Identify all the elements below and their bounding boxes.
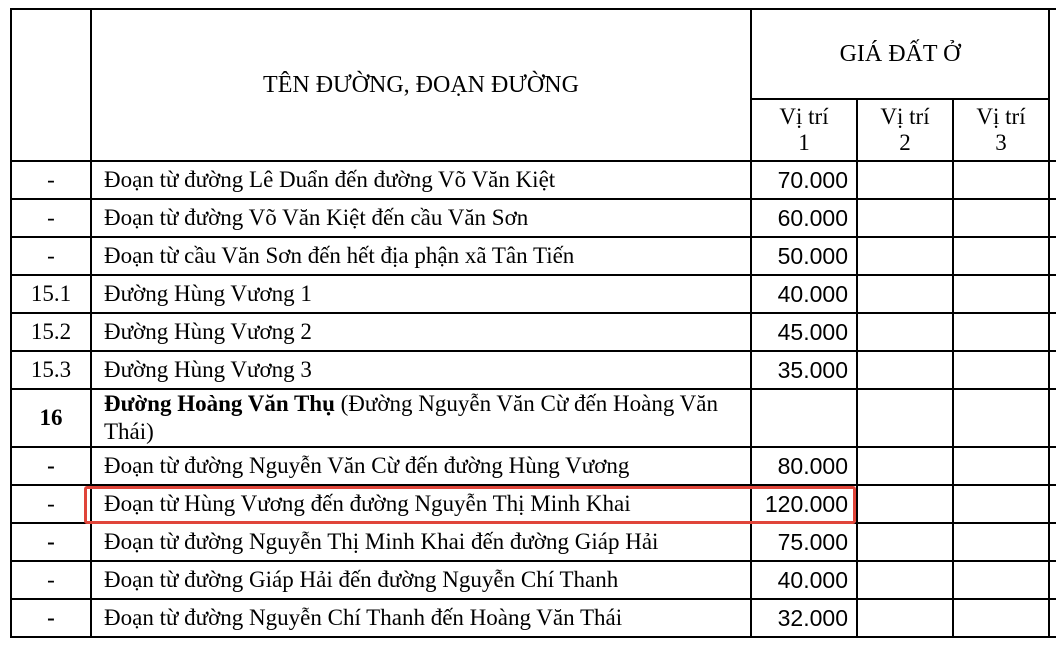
row-extra — [1049, 161, 1056, 199]
table-row — [11, 561, 1056, 599]
row-position-1-price: 80.000 — [751, 447, 857, 485]
row-position-3-price — [953, 313, 1049, 351]
header-position-2-number: 2 — [899, 130, 911, 155]
row-position-1-price: 40.000 — [751, 561, 857, 599]
header-position-3-number: 3 — [995, 130, 1007, 155]
row-road-name: Đường Hùng Vương 2 — [91, 313, 751, 351]
row-stt: - — [11, 523, 91, 561]
row-road-name: Đoạn từ đường Nguyễn Văn Cừ đến đường Hùng Vương — [91, 447, 751, 485]
row-stt: - — [11, 485, 91, 523]
row-extra — [1049, 237, 1056, 275]
row-stt: - — [11, 161, 91, 199]
row-position-1-price: 70.000 — [751, 161, 857, 199]
row-stt: 15.1 — [11, 275, 91, 313]
row-position-2-price — [857, 237, 953, 275]
table-row — [11, 447, 1056, 485]
row-position-1-price: 35.000 — [751, 351, 857, 389]
table-row-section — [11, 389, 1056, 447]
row-position-2-price — [857, 485, 953, 523]
row-stt: 15.2 — [11, 313, 91, 351]
row-position-2-price — [857, 599, 953, 637]
row-position-3-price — [953, 523, 1049, 561]
row-position-3-price — [953, 485, 1049, 523]
header-road-name-text: TÊN ĐƯỜNG, ĐOẠN ĐƯỜNG — [263, 71, 579, 98]
row-position-3-price — [953, 599, 1049, 637]
row-extra — [1049, 523, 1056, 561]
row-position-1-price: 45.000 — [751, 313, 857, 351]
row-position-1-price: 60.000 — [751, 199, 857, 237]
row-position-3-price — [953, 161, 1049, 199]
header-position-2 — [857, 99, 953, 161]
row-position-2-price — [857, 313, 953, 351]
header-road-name — [91, 9, 751, 161]
row-position-1-price: 32.000 — [751, 599, 857, 637]
row-extra — [1049, 389, 1056, 447]
row-stt: 15.3 — [11, 351, 91, 389]
table-row — [11, 237, 1056, 275]
header-position-3-label: Vị trí — [976, 104, 1026, 129]
row-position-3-price — [953, 237, 1049, 275]
row-road-name — [91, 389, 751, 447]
row-road-name: Đoạn từ đường Giáp Hải đến đường Nguyễn Chí Thanh — [91, 561, 751, 599]
row-position-3-price — [953, 447, 1049, 485]
row-road-name: Đoạn từ đường Nguyễn Thị Minh Khai đến đường Giáp Hải — [91, 523, 751, 561]
header-position-1-label: Vị trí — [779, 104, 829, 129]
table-row — [11, 599, 1056, 637]
row-stt: 16 — [11, 389, 91, 447]
row-extra — [1049, 351, 1056, 389]
row-position-2-price — [857, 561, 953, 599]
section-road-description: (Đường Nguyễn Văn Cừ đến Hoàng Văn Thái) — [104, 391, 718, 444]
row-stt: - — [11, 237, 91, 275]
header-position-1-number: 1 — [798, 130, 810, 155]
row-road-name: Đoạn từ Hùng Vương đến đường Nguyễn Thị Minh Khai — [91, 485, 751, 523]
table-row — [11, 313, 1056, 351]
header-position-2-label: Vị trí — [880, 104, 930, 129]
row-position-2-price — [857, 351, 953, 389]
row-extra — [1049, 199, 1056, 237]
row-position-2-price — [857, 161, 953, 199]
row-extra — [1049, 599, 1056, 637]
row-position-1-price: 40.000 — [751, 275, 857, 313]
row-road-name: Đoạn từ đường Lê Duẩn đến đường Võ Văn Kiệt — [91, 161, 751, 199]
row-position-2-price — [857, 389, 953, 447]
section-road-name: Đường Hoàng Văn Thụ — [104, 391, 335, 416]
row-road-name: Đoạn từ cầu Văn Sơn đến hết địa phận xã Tân Tiến — [91, 237, 751, 275]
header-land-price-text: GIÁ ĐẤT Ở — [839, 40, 961, 67]
row-position-3-price — [953, 351, 1049, 389]
row-position-1-price: 75.000 — [751, 523, 857, 561]
row-stt: - — [11, 561, 91, 599]
row-position-3-price — [953, 199, 1049, 237]
row-position-3-price — [953, 389, 1049, 447]
header-position-3 — [953, 99, 1049, 161]
row-position-2-price — [857, 199, 953, 237]
row-extra — [1049, 485, 1056, 523]
row-road-name: Đường Hùng Vương 3 — [91, 351, 751, 389]
row-road-name: Đoạn từ đường Võ Văn Kiệt đến cầu Văn Sơn — [91, 199, 751, 237]
row-road-name: Đoạn từ đường Nguyễn Chí Thanh đến Hoàng Văn Thái — [91, 599, 751, 637]
row-position-1-price: 120.000 — [751, 485, 857, 523]
row-extra — [1049, 313, 1056, 351]
row-stt: - — [11, 599, 91, 637]
row-position-3-price — [953, 561, 1049, 599]
row-extra — [1049, 275, 1056, 313]
row-extra — [1049, 447, 1056, 485]
header-position-1 — [751, 99, 857, 161]
row-position-2-price — [857, 447, 953, 485]
row-position-2-price — [857, 275, 953, 313]
land-price-table — [10, 8, 1056, 638]
header-stt-cell — [11, 9, 91, 161]
table-row-highlighted — [11, 485, 1056, 523]
row-stt: - — [11, 199, 91, 237]
table-row — [11, 523, 1056, 561]
row-road-name: Đường Hùng Vương 1 — [91, 275, 751, 313]
row-position-3-price — [953, 275, 1049, 313]
header-extra-cell — [1049, 9, 1056, 161]
table-row — [11, 199, 1056, 237]
table-row — [11, 351, 1056, 389]
header-row-1 — [11, 9, 1056, 99]
row-position-1-price — [751, 389, 857, 447]
table-row — [11, 161, 1056, 199]
row-extra — [1049, 561, 1056, 599]
row-position-1-price: 50.000 — [751, 237, 857, 275]
header-land-price — [751, 9, 1049, 99]
row-position-2-price — [857, 523, 953, 561]
table-row — [11, 275, 1056, 313]
row-stt: - — [11, 447, 91, 485]
